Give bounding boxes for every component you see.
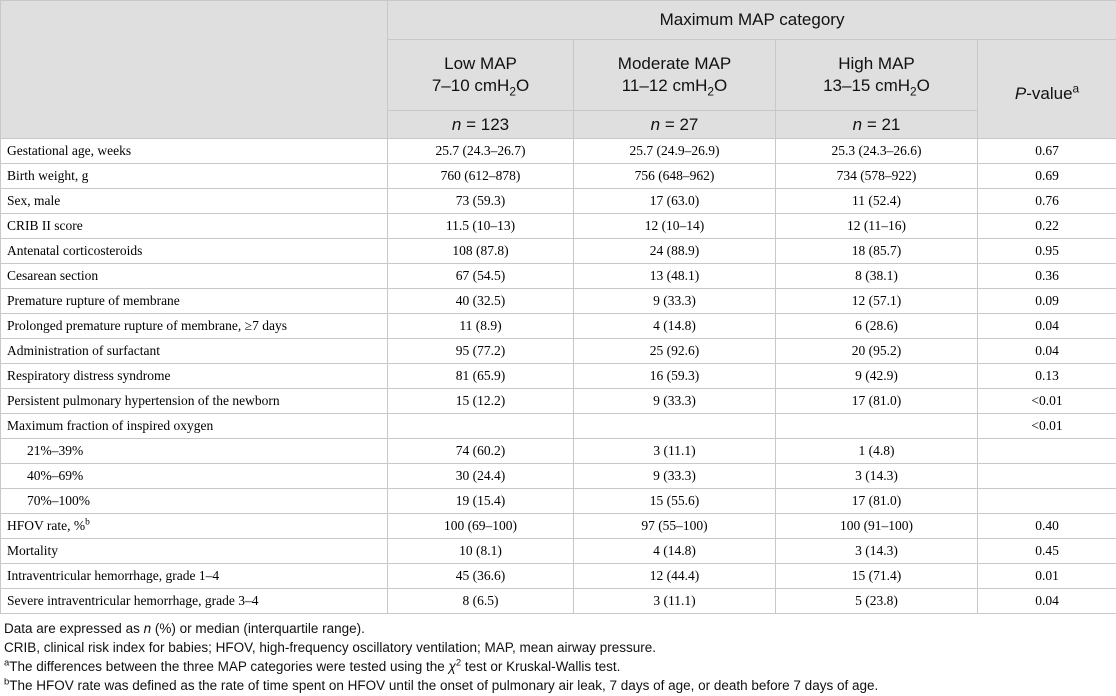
cell-pvalue: 0.04 <box>978 339 1116 364</box>
cell-high: 12 (11–16) <box>776 214 978 239</box>
row-label-footnote-marker: b <box>85 517 90 528</box>
cell-high: 11 (52.4) <box>776 189 978 214</box>
table-row <box>1 464 1116 489</box>
n-moderate-value: = 27 <box>664 115 699 134</box>
col-header-pvalue <box>978 40 1116 139</box>
table-row <box>1 289 1116 314</box>
row-label-text: 70%–100% <box>27 493 90 508</box>
cell-low: 30 (24.4) <box>388 464 574 489</box>
table-header <box>1 1 1116 139</box>
table-row <box>1 414 1116 439</box>
cell-low: 74 (60.2) <box>388 439 574 464</box>
table-row <box>1 139 1116 164</box>
footnote-data-expression <box>4 619 1112 638</box>
n-high <box>776 111 978 139</box>
row-label-text: Gestational age, weeks <box>7 143 132 158</box>
col-moderate-unit-tail: O <box>714 76 728 95</box>
row-label <box>1 189 388 214</box>
cell-high: 3 (14.3) <box>776 539 978 564</box>
cell-moderate: 25.7 (24.9–26.9) <box>574 139 776 164</box>
table-row <box>1 339 1116 364</box>
cell-pvalue <box>978 489 1116 514</box>
row-label <box>1 439 388 464</box>
cell-low: 15 (12.2) <box>388 389 574 414</box>
row-label-text: Mortality <box>7 543 58 558</box>
col-high-sub: 2 <box>910 84 917 99</box>
table-row <box>1 514 1116 539</box>
table-body <box>1 139 1116 614</box>
col-low-range: 7–10 cmH <box>431 76 510 95</box>
table-row <box>1 489 1116 514</box>
cell-low: 760 (612–878) <box>388 164 574 189</box>
cell-low: 10 (8.1) <box>388 539 574 564</box>
cell-pvalue: 0.67 <box>978 139 1116 164</box>
cell-pvalue: 0.01 <box>978 564 1116 589</box>
cell-high: 17 (81.0) <box>776 389 978 414</box>
row-label-text: Birth weight, g <box>7 168 89 183</box>
row-label-text: Respiratory distress syndrome <box>7 368 171 383</box>
cell-high: 12 (57.1) <box>776 289 978 314</box>
cell-low: 19 (15.4) <box>388 489 574 514</box>
pvalue-rest: -value <box>1026 84 1073 103</box>
row-label <box>1 139 388 164</box>
row-label <box>1 414 388 439</box>
col-low-name: Low MAP <box>444 54 517 73</box>
cell-high: 5 (23.8) <box>776 589 978 614</box>
table-row <box>1 364 1116 389</box>
cell-high: 18 (85.7) <box>776 239 978 264</box>
cell-moderate <box>574 414 776 439</box>
cell-low: 73 (59.3) <box>388 189 574 214</box>
n-moderate <box>574 111 776 139</box>
row-label-text: Severe intraventricular hemorrhage, grade 3–4 <box>7 593 259 608</box>
col-moderate-range: 11–12 cmH <box>621 76 708 95</box>
cell-pvalue: 0.09 <box>978 289 1116 314</box>
cell-moderate: 9 (33.3) <box>574 289 776 314</box>
table-row <box>1 214 1116 239</box>
table-row <box>1 539 1116 564</box>
table-row <box>1 439 1116 464</box>
cell-moderate: 12 (44.4) <box>574 564 776 589</box>
row-label-text: HFOV rate, % <box>7 518 86 533</box>
cell-moderate: 9 (33.3) <box>574 389 776 414</box>
pvalue-italic: P <box>1014 84 1027 103</box>
footnote-a-pre: The differences between the three MAP categories were tested using the <box>9 659 449 674</box>
col-moderate-sub: 2 <box>707 84 715 99</box>
group-title: Maximum MAP category <box>388 1 1116 40</box>
cell-pvalue: 0.95 <box>978 239 1116 264</box>
row-label-text: 21%–39% <box>27 443 84 458</box>
cell-pvalue: 0.04 <box>978 314 1116 339</box>
row-label <box>1 164 388 189</box>
row-label-text: Antenatal corticosteroids <box>7 243 143 258</box>
cell-pvalue: 0.22 <box>978 214 1116 239</box>
cell-high: 3 (14.3) <box>776 464 978 489</box>
cell-pvalue: 0.45 <box>978 539 1116 564</box>
cell-pvalue <box>978 439 1116 464</box>
table-row <box>1 239 1116 264</box>
cell-high: 20 (95.2) <box>776 339 978 364</box>
row-label <box>1 239 388 264</box>
pvalue-footnote-marker: a <box>1072 81 1080 96</box>
cell-high: 100 (91–100) <box>776 514 978 539</box>
cell-moderate: 3 (11.1) <box>574 589 776 614</box>
n-letter: n <box>852 115 863 134</box>
cell-moderate: 17 (63.0) <box>574 189 776 214</box>
row-label <box>1 489 388 514</box>
cell-high <box>776 414 978 439</box>
n-low <box>388 111 574 139</box>
cell-pvalue: <0.01 <box>978 414 1116 439</box>
cell-pvalue: 0.69 <box>978 164 1116 189</box>
row-label <box>1 264 388 289</box>
table-row <box>1 164 1116 189</box>
n-letter: n <box>451 115 462 134</box>
row-label <box>1 564 388 589</box>
cell-pvalue: 0.76 <box>978 189 1116 214</box>
footnote-1-post: (%) or median (interquartile range). <box>151 621 365 636</box>
row-label-text: 40%–69% <box>27 468 84 483</box>
cell-high: 8 (38.1) <box>776 264 978 289</box>
footnote-b-text: The HFOV rate was defined as the rate of time spent on HFOV until the onset of pulmonary air leak, 7 days of age, or death before 7 days of age. <box>9 678 879 693</box>
footnote-a-marker: a <box>4 657 10 669</box>
col-low-sub: 2 <box>509 84 516 99</box>
row-label <box>1 364 388 389</box>
footnote-b <box>4 676 1112 695</box>
row-label-text: Sex, male <box>7 193 61 208</box>
cell-moderate: 24 (88.9) <box>574 239 776 264</box>
cell-low: 40 (32.5) <box>388 289 574 314</box>
row-label <box>1 289 388 314</box>
cell-moderate: 9 (33.3) <box>574 464 776 489</box>
cell-moderate: 13 (48.1) <box>574 264 776 289</box>
cell-low: 100 (69–100) <box>388 514 574 539</box>
cell-low: 11.5 (10–13) <box>388 214 574 239</box>
row-label <box>1 214 388 239</box>
cell-moderate: 25 (92.6) <box>574 339 776 364</box>
cell-high: 1 (4.8) <box>776 439 978 464</box>
n-letter: n <box>650 115 661 134</box>
row-label-text: CRIB II score <box>7 218 83 233</box>
cell-moderate: 4 (14.8) <box>574 314 776 339</box>
cell-low <box>388 414 574 439</box>
cell-low: 8 (6.5) <box>388 589 574 614</box>
cell-moderate: 12 (10–14) <box>574 214 776 239</box>
row-label-text: Intraventricular hemorrhage, grade 1–4 <box>7 568 220 583</box>
footnote-a-chi-sup: 2 <box>455 657 462 669</box>
cell-high: 6 (28.6) <box>776 314 978 339</box>
cell-low: 108 (87.8) <box>388 239 574 264</box>
row-label-text: Cesarean section <box>7 268 99 283</box>
cell-moderate: 15 (55.6) <box>574 489 776 514</box>
cell-pvalue: <0.01 <box>978 389 1116 414</box>
row-label <box>1 314 388 339</box>
cell-pvalue <box>978 464 1116 489</box>
cell-moderate: 4 (14.8) <box>574 539 776 564</box>
cell-high: 734 (578–922) <box>776 164 978 189</box>
footnote-1-pre: Data are expressed as <box>4 621 144 636</box>
col-low-unit-tail: O <box>515 76 530 95</box>
row-label-text: Persistent pulmonary hypertension of the newborn <box>7 393 280 408</box>
col-high-unit-tail: O <box>916 76 930 95</box>
row-label <box>1 589 388 614</box>
cell-high: 25.3 (24.3–26.6) <box>776 139 978 164</box>
cell-pvalue: 0.04 <box>978 589 1116 614</box>
n-low-value: = 123 <box>466 115 510 134</box>
header-blank-cell <box>1 1 388 139</box>
row-label <box>1 539 388 564</box>
cell-moderate: 3 (11.1) <box>574 439 776 464</box>
table-row <box>1 389 1116 414</box>
cell-pvalue: 0.36 <box>978 264 1116 289</box>
footnote-a <box>4 657 1112 676</box>
col-high-range: 13–15 cmH <box>823 76 911 95</box>
row-label-text: Maximum fraction of inspired oxygen <box>7 418 214 433</box>
col-header-moderate <box>574 40 776 111</box>
table-row <box>1 314 1116 339</box>
col-header-low <box>388 40 574 111</box>
table-row <box>1 589 1116 614</box>
row-label-text: Prolonged premature rupture of membrane, ≥7 days <box>7 318 287 333</box>
row-label <box>1 339 388 364</box>
col-header-high <box>776 40 978 111</box>
cell-high: 15 (71.4) <box>776 564 978 589</box>
row-label-text: Administration of surfactant <box>7 343 160 358</box>
cell-high: 17 (81.0) <box>776 489 978 514</box>
cell-pvalue: 0.40 <box>978 514 1116 539</box>
row-label <box>1 464 388 489</box>
cell-low: 25.7 (24.3–26.7) <box>388 139 574 164</box>
cell-low: 81 (65.9) <box>388 364 574 389</box>
cell-moderate: 16 (59.3) <box>574 364 776 389</box>
cell-low: 11 (8.9) <box>388 314 574 339</box>
n-high-value: = 21 <box>866 115 901 134</box>
cell-low: 95 (77.2) <box>388 339 574 364</box>
col-high-name: High MAP <box>838 54 915 73</box>
table-row <box>1 189 1116 214</box>
footnote-a-chi: χ <box>448 659 456 674</box>
row-label-text: Premature rupture of membrane <box>7 293 180 308</box>
row-label <box>1 389 388 414</box>
cell-pvalue: 0.13 <box>978 364 1116 389</box>
cell-low: 67 (54.5) <box>388 264 574 289</box>
col-moderate-name: Moderate MAP <box>617 54 732 73</box>
footnote-b-marker: b <box>4 676 10 688</box>
cell-moderate: 756 (648–962) <box>574 164 776 189</box>
footnote-1-italic: n <box>143 621 152 636</box>
row-label <box>1 514 388 539</box>
cell-moderate: 97 (55–100) <box>574 514 776 539</box>
cell-high: 9 (42.9) <box>776 364 978 389</box>
footnote-a-post: test or Kruskal-Wallis test. <box>461 659 621 674</box>
footnote-abbreviations: CRIB, clinical risk index for babies; HFOV, high-frequency oscillatory ventilation; MAP, mean airway pressure. <box>4 640 657 655</box>
cell-low: 45 (36.6) <box>388 564 574 589</box>
table-row <box>1 564 1116 589</box>
table-row <box>1 264 1116 289</box>
